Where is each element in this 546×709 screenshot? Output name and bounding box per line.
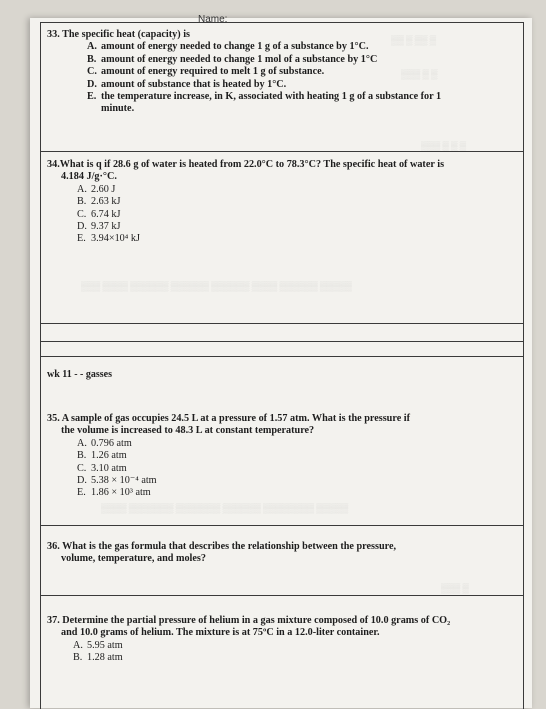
bleed-through-mark: ▒▒▒ ▒▒▒▒ ▒▒▒▒▒▒ ▒▒▒▒▒▒ ▒▒▒▒▒▒ ▒▒▒▒ ▒▒▒▒▒▒ ▒▒▒▒▒ (81, 281, 352, 291)
option-letter: B. (73, 652, 83, 664)
question-34-stem: 34.What is q if 28.6 g of water is heated from 22.0°C to 78.3°C? The specific heat of water is (47, 159, 445, 170)
bleed-through-mark: ▒▒▒ ▒ ▒ ▒ (421, 141, 467, 151)
question-36-stem-cont: volume, temperature, and moles? (61, 553, 206, 565)
bleed-through-mark: ▒▒▒▒ ▒▒▒▒▒▒▒ ▒▒▒▒▒▒▒ ▒▒▒▒▒▒ ▒▒▒▒▒▒▒▒ ▒▒▒▒▒ (101, 503, 349, 513)
question-34-stem-cont: 4.184 J/g·°C. (61, 171, 117, 183)
divider (41, 595, 523, 596)
question-33-stem: 33. The specific heat (capacity) is (47, 29, 190, 40)
question-34-options (47, 184, 517, 246)
divider (41, 151, 523, 152)
divider (41, 341, 523, 342)
option-text: 2.63 kJ (91, 196, 121, 208)
option-letter: B. (77, 450, 87, 462)
option-text: amount of energy needed to change 1 g of a substance by 1°C. (101, 41, 369, 53)
question-34 (47, 159, 517, 246)
option-item (73, 640, 517, 652)
option-text: 1.26 atm (91, 450, 127, 462)
option-letter: A. (77, 183, 87, 195)
option-letter: B. (87, 53, 97, 65)
bleed-through-mark: ▒▒ ▒ ▒▒ ▒ (391, 35, 437, 45)
divider (41, 525, 523, 526)
option-item (77, 184, 517, 196)
option-text: 5.38 × 10⁻⁴ atm (91, 475, 157, 487)
option-item (73, 652, 517, 664)
option-item (87, 66, 517, 78)
question-35-stem-cont: the volume is increased to 48.3 L at constant temperature? (61, 425, 315, 437)
question-37 (47, 615, 517, 665)
option-letter: E. (87, 91, 97, 103)
option-item (77, 221, 517, 233)
worksheet-page (30, 14, 532, 708)
option-letter: A. (77, 437, 87, 449)
option-item (77, 196, 517, 208)
divider (41, 356, 523, 357)
section-label: wk 11 - - gasses (47, 369, 113, 380)
question-37-options (47, 640, 517, 665)
bleed-through-mark: ▒▒▒ ▒ ▒ (401, 69, 438, 79)
option-text: amount of energy needed to change 1 mol of a substance by 1°C (101, 53, 378, 65)
option-letter: C. (87, 66, 97, 78)
option-letter: D. (77, 475, 87, 487)
option-item (87, 79, 517, 91)
option-letter: A. (87, 41, 97, 53)
option-item (77, 233, 517, 245)
question-33-options (47, 41, 517, 115)
option-letter: C. (77, 462, 87, 474)
option-text: 3.10 atm (91, 462, 127, 474)
option-text: 9.37 kJ (91, 221, 121, 233)
option-item (77, 438, 517, 450)
option-letter: E. (77, 487, 86, 499)
option-letter: E. (77, 233, 86, 245)
option-item (77, 209, 517, 221)
option-item (87, 41, 517, 53)
question-33 (47, 29, 517, 116)
option-item (77, 475, 517, 487)
option-text: amount of energy required to melt 1 g of substance. (101, 66, 325, 78)
question-36 (47, 541, 517, 566)
question-36-stem: 36. What is the gas formula that describes the relationship between the pressure, (47, 541, 397, 552)
option-item (87, 54, 517, 66)
option-letter: B. (77, 196, 87, 208)
option-letter: A. (73, 639, 83, 651)
option-text: 6.74 kJ (91, 208, 121, 220)
option-text: the temperature increase, in K, associated with heating 1 g of a substance for 1 minute. (101, 91, 442, 115)
question-35 (47, 413, 517, 500)
option-item (87, 91, 517, 116)
option-letter: D. (77, 221, 87, 233)
question-37-stem: 37. Determine the partial pressure of helium in a gas mixture composed of 10.0 grams of CO₂ (47, 615, 451, 626)
question-35-stem: 35. A sample of gas occupies 24.5 L at a pressure of 1.57 atm. What is the pressure if (47, 413, 410, 424)
bleed-through-mark: ▒▒▒ ▒ (441, 583, 469, 593)
divider (41, 323, 523, 324)
option-text: 1.86 × 10³ atm (91, 487, 151, 499)
option-letter: D. (87, 78, 97, 90)
option-item (77, 450, 517, 462)
question-frame (40, 22, 524, 709)
name-label: Name: (198, 14, 228, 25)
option-item (77, 463, 517, 475)
option-text: 2.60 J (91, 183, 116, 195)
question-35-options (47, 438, 517, 500)
option-item (77, 487, 517, 499)
option-text: 1.28 atm (87, 652, 123, 664)
option-text: 0.796 atm (91, 437, 132, 449)
option-text: 3.94×10⁴ kJ (91, 233, 140, 245)
option-text: amount of substance that is heated by 1°C. (101, 78, 287, 90)
question-37-stem-cont: and 10.0 grams of helium. The mixture is at 75ºC in a 12.0-liter container. (61, 627, 380, 639)
option-text: 5.95 atm (87, 639, 123, 651)
option-letter: C. (77, 208, 87, 220)
